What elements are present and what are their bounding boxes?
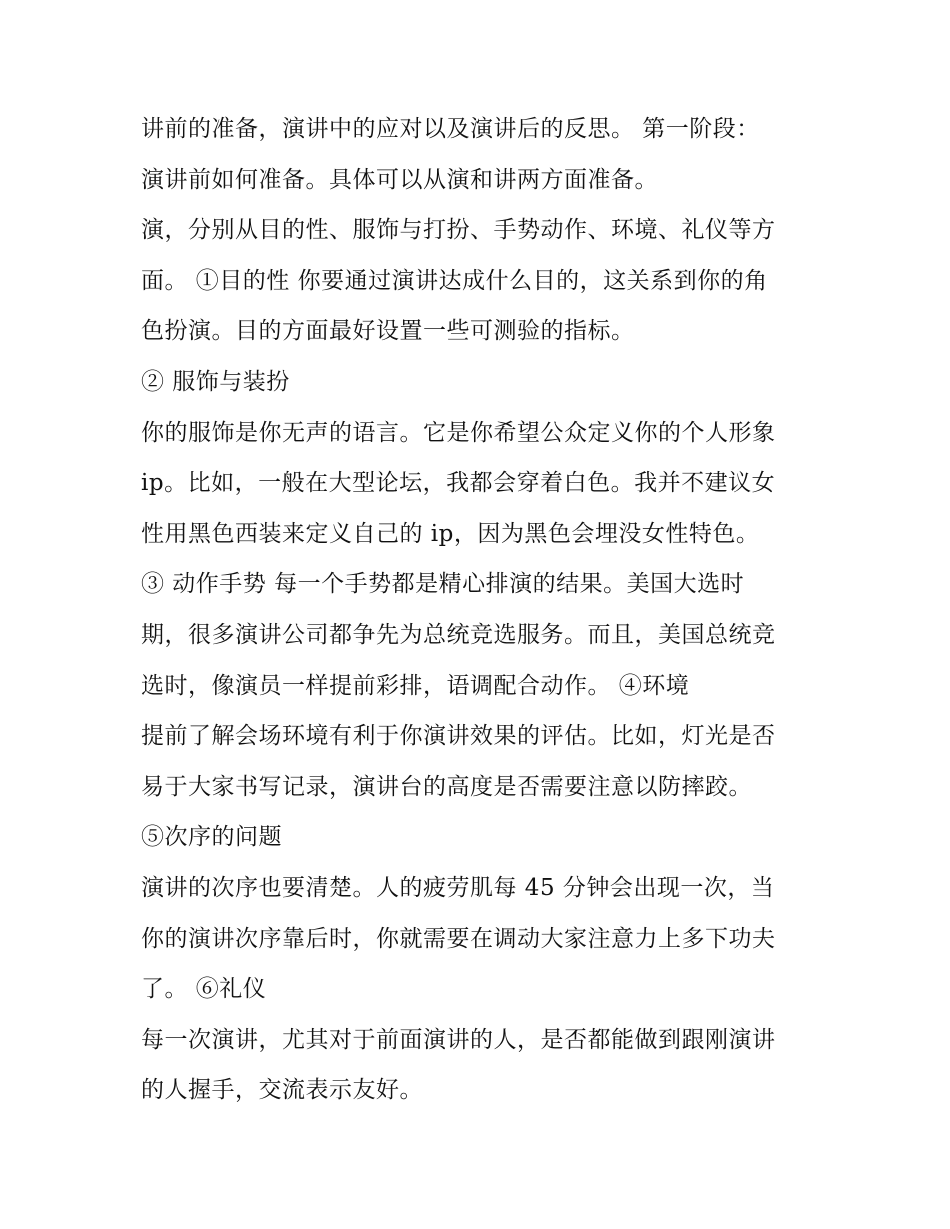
text-line: 性用黑色西装来定义自己的 ip，因为黑色会埋没女性特色。 [141, 520, 760, 547]
text-line: 提前了解会场环境有利于你演讲效果的评估。比如，灯光是否 [141, 723, 776, 750]
text-line: 易于大家书写记录，演讲台的高度是否需要注意以防摔跤。 [141, 773, 752, 800]
text-line: 色扮演。目的方面最好设置一些可测验的指标。 [141, 318, 635, 345]
text-line: 选时，像演员一样提前彩排，语调配合动作。 ④环境 [141, 672, 690, 699]
text-line: 你的演讲次序靠后时，你就需要在调动大家注意力上多下功夫 [141, 925, 776, 952]
text-line: 你的服饰是你无声的语言。它是你希望公众定义你的个人形象 [141, 419, 776, 446]
text-line: ③ 动作手势 每一个手势都是精心排演的结果。美国大选时 [141, 571, 745, 598]
text-line: 演，分别从目的性、服饰与打扮、手势动作、环境、礼仪等方 [141, 217, 776, 244]
text-line: 了。 ⑥礼仪 [141, 976, 267, 1003]
text-line: 面。 ①目的性 你要通过演讲达成什么目的，这关系到你的角 [141, 267, 768, 294]
document-body [141, 104, 831, 1116]
text-line: ip。比如，一般在大型论坛，我都会穿着白色。我并不建议女 [141, 470, 776, 497]
text-line: 的人握手，交流表示友好。 [141, 1077, 423, 1104]
text-line: 期，很多演讲公司都争先为总统竞选服务。而且，美国总统竞 [141, 621, 776, 648]
text-line: 讲前的准备，演讲中的应对以及演讲后的反思。 第一阶段： [141, 116, 760, 142]
section-heading-order: ⑤次序的问题 [141, 824, 282, 851]
section-heading-attire: ② 服饰与装扮 [141, 368, 290, 395]
text-line: 每一次演讲，尤其对于前面演讲的人，是否都能做到跟刚演讲 [141, 1026, 776, 1053]
text-line: 演讲的次序也要清楚。人的疲劳肌每 45 分钟会出现一次，当 [141, 874, 775, 901]
text-line: 演讲前如何准备。具体可以从演和讲两方面准备。 [141, 166, 658, 193]
